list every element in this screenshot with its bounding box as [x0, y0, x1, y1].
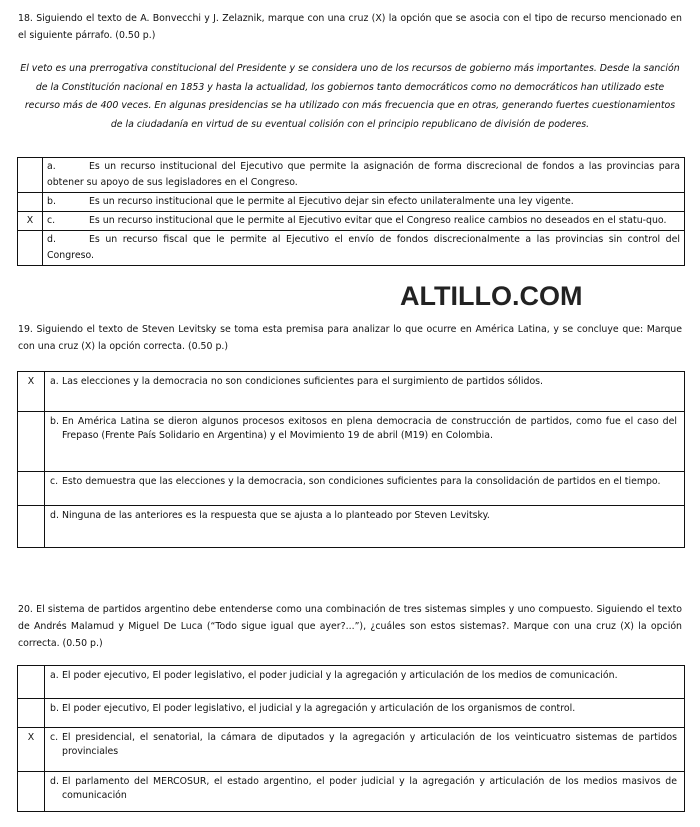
option-row [18, 193, 685, 212]
option-row [18, 666, 685, 699]
option-text: Ninguna de las anteriores es la respuesta que se ajusta a lo planteado por Steven Levitsky. [62, 510, 490, 521]
option-text: El parlamento del MERCOSUR, el estado argentino, el poder judicial y la agregación y articulación de los medios masivos de comunicación [62, 776, 677, 801]
option-text-cell [45, 699, 685, 728]
answer-mark-cell[interactable] [18, 472, 45, 506]
option-text-cell [45, 666, 685, 699]
answer-mark-cell[interactable] [18, 412, 45, 472]
question-18-prompt: 18. Siguiendo el texto de A. Bonvecchi y J. Zelaznik, marque con una cruz (X) la opción que se asocia con el tipo de recurso mencionado en el siguiente párrafo. (0.50 p.) [18, 13, 682, 41]
option-text-cell [45, 506, 685, 548]
option-text: Es un recurso fiscal que le permite al Ejecutivo el envío de fondos discrecionalmente a las provincias sin control del Congreso. [47, 234, 680, 261]
answer-mark-cell[interactable] [18, 772, 45, 812]
answer-mark-cell[interactable] [18, 158, 43, 193]
option-text: El poder ejecutivo, El poder legislativo, el judicial y la agregación y articulación de los organismos de control. [62, 703, 576, 714]
option-row [18, 412, 685, 472]
option-text-cell [43, 193, 685, 212]
option-row [18, 372, 685, 412]
option-text: Esto demuestra que las elecciones y la democracia, son condiciones suficientes para la consolidación de partidos en el tiempo. [62, 476, 661, 487]
altillo-watermark: ALTILLO.COM [400, 281, 583, 311]
option-letter: c. [50, 732, 59, 743]
option-letter: c. [50, 476, 59, 487]
option-text-cell [45, 772, 685, 812]
option-letter: a. [47, 161, 56, 172]
option-letter: d. [47, 234, 56, 245]
answer-mark-cell[interactable]: X [18, 212, 43, 231]
question-18-quote: El veto es una prerrogativa constitucional del Presidente y se considera uno de los recursos de gobierno más importantes. Desde la sanción de la Constitución nacional en 1853 y hasta la actualidad, los gobiernos tanto democráticos como no democráticos han utilizado este recurso más de 400 veces. En algunas presidencias se ha utilizado con más frecuencia que en otras, generando fuertes cuestionamientos de la ciudadanía en virtud de su eventual colisión con el principio republicano de división de poderes. [20, 63, 680, 130]
option-row [18, 231, 685, 266]
option-letter: b. [50, 416, 59, 427]
answer-mark-cell[interactable] [18, 666, 45, 699]
option-text-cell [43, 158, 685, 193]
question-19-prompt: 19. Siguiendo el texto de Steven Levitsky se toma esta premisa para analizar lo que ocurre en América Latina, y se concluye que: Marque con una cruz (X) la opción correcta. (0.50 p.) [18, 324, 682, 352]
answer-mark-cell[interactable] [18, 193, 43, 212]
option-row [18, 506, 685, 548]
option-row [18, 472, 685, 506]
option-text-cell [45, 472, 685, 506]
answer-mark-cell[interactable] [18, 699, 45, 728]
answer-mark-cell[interactable]: X [18, 728, 45, 772]
option-text: Es un recurso institucional que le permite al Ejecutivo dejar sin efecto unilateralmente una ley vigente. [89, 196, 574, 207]
question-20-options [17, 665, 685, 812]
question-19-options [17, 371, 685, 548]
option-letter: b. [50, 703, 59, 714]
question-18-options [17, 157, 685, 266]
option-text: El presidencial, el senatorial, la cámara de diputados y la agregación y articulación de los veinticuatro sistemas de partidos provinciales [62, 732, 677, 757]
option-text: El poder ejecutivo, El poder legislativo, el poder judicial y la agregación y articulación de los medios de comunicación. [62, 670, 618, 681]
option-text-cell [45, 412, 685, 472]
option-text: Es un recurso institucional que le permite al Ejecutivo evitar que el Congreso realice cambios no deseados en el statu-quo. [89, 215, 667, 226]
answer-mark-cell[interactable] [18, 506, 45, 548]
answer-mark-cell[interactable]: X [18, 372, 45, 412]
option-text-cell [45, 372, 685, 412]
option-letter: a. [50, 670, 59, 681]
option-letter: c. [47, 215, 56, 226]
answer-mark-cell[interactable] [18, 231, 43, 266]
option-row [18, 699, 685, 728]
option-row [18, 158, 685, 193]
option-row [18, 772, 685, 812]
option-letter: d. [50, 776, 59, 787]
option-text-cell [43, 231, 685, 266]
option-row [18, 212, 685, 231]
option-letter: a. [50, 376, 59, 387]
option-letter: b. [47, 196, 56, 207]
option-text-cell [43, 212, 685, 231]
option-text: En América Latina se dieron algunos procesos exitosos en plena democracia de construcción de partidos, como fue el caso del Frepaso (Frente País Solidario en Argentina) y el Movimiento 19 de abril (M19) en Colombia. [62, 416, 677, 441]
option-letter: d. [50, 510, 59, 521]
question-20-prompt: 20. El sistema de partidos argentino debe entenderse como una combinación de tres sistemas simples y uno compuesto. Siguiendo el texto de Andrés Malamud y Miguel De Luca (“Todo sigue igual que ayer?...”), ¿cuáles son estos sistemas?. Marque con una cruz (X) la opción correcta. (0.50 p.) [18, 604, 682, 649]
option-row [18, 728, 685, 772]
option-text: Las elecciones y la democracia no son condiciones suficientes para el surgimiento de partidos sólidos. [62, 376, 544, 387]
option-text-cell [45, 728, 685, 772]
option-text: Es un recurso institucional del Ejecutivo que permite la asignación de forma discrecional de fondos a las provincias para obtener su apoyo de sus legisladores en el Congreso. [47, 161, 680, 188]
